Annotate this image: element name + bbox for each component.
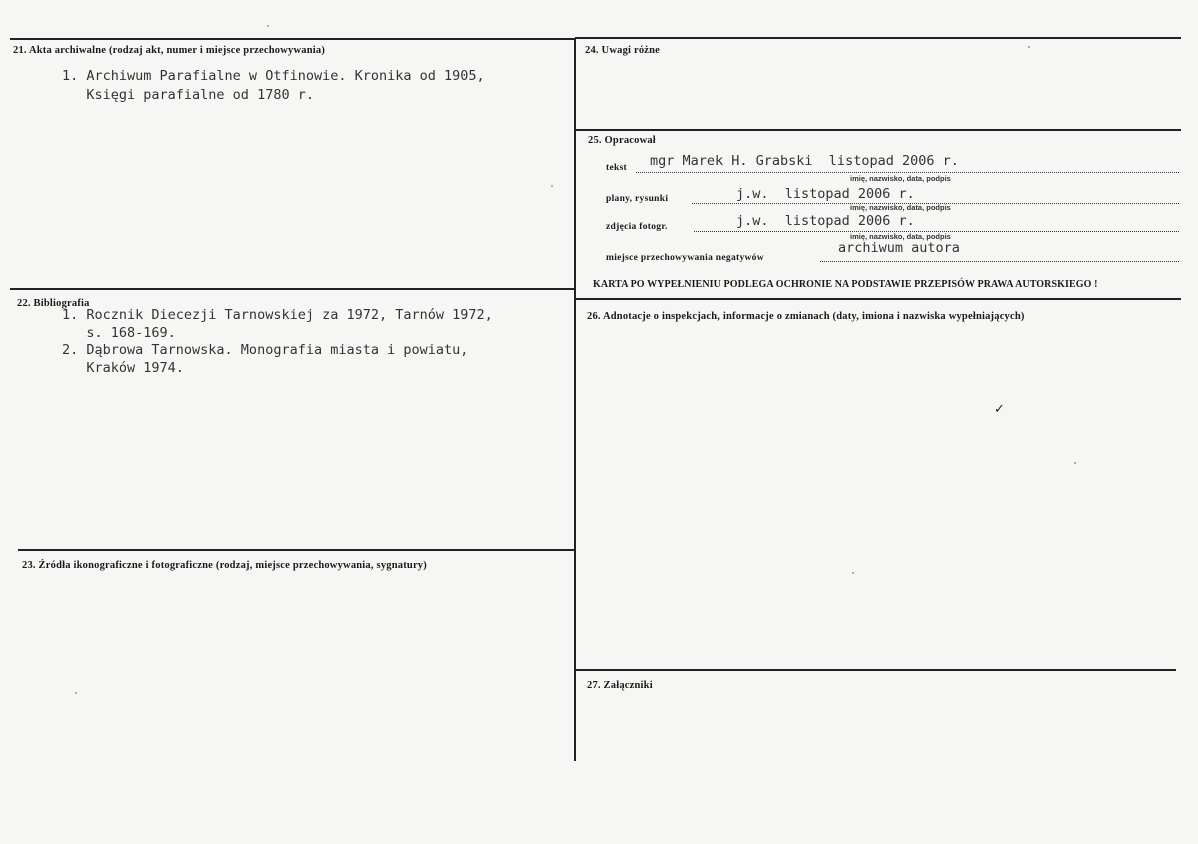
rule-24-25 xyxy=(575,129,1181,131)
paper-speck xyxy=(267,25,269,27)
center-divider xyxy=(574,38,576,761)
field-zdjecia-hint: imię, nazwisko, data, podpis xyxy=(850,232,951,241)
rule-22-23 xyxy=(18,549,575,551)
rule-25-26 xyxy=(575,298,1181,300)
rule-21-22 xyxy=(10,288,575,290)
field-zdjecia-value: j.w. listopad 2006 r. xyxy=(736,213,915,229)
section-26-label: 26. Adnotacje o inspekcjach, informacje o zmianach (daty, imiona i nazwiska wypełniających) xyxy=(587,311,1025,322)
field-negatywy-value: archiwum autora xyxy=(838,240,960,256)
rule-26-27 xyxy=(575,669,1176,671)
section-24-label: 24. Uwagi różne xyxy=(585,45,661,56)
field-tekst-dotted-line xyxy=(636,172,1179,173)
paper-speck xyxy=(1074,462,1076,464)
section-21-line-2: Księgi parafialne od 1780 r. xyxy=(62,87,314,103)
section-22-line-2: s. 168-169. xyxy=(62,325,176,341)
field-negatywy-label: miejsce przechowywania negatywów xyxy=(606,253,764,263)
top-rule-right xyxy=(575,37,1181,39)
field-tekst-hint: imię, nazwisko, data, podpis xyxy=(850,174,951,183)
field-plany-label: plany, rysunki xyxy=(606,194,669,204)
top-rule-left xyxy=(10,38,575,40)
field-plany-value: j.w. listopad 2006 r. xyxy=(736,186,915,202)
copyright-notice: KARTA PO WYPEŁNIENIU PODLEGA OCHRONIE NA PODSTAWIE PRZEPISÓW PRAWA AUTORSKIEGO ! xyxy=(593,279,1098,290)
section-22-line-4: Kraków 1974. xyxy=(62,360,184,376)
field-plany-hint: imię, nazwisko, data, podpis xyxy=(850,203,951,212)
section-22-line-3: 2. Dąbrowa Tarnowska. Monografia miasta i powiatu, xyxy=(62,342,469,358)
paper-speck xyxy=(852,572,854,574)
paper-speck xyxy=(1028,46,1030,48)
field-tekst-value: mgr Marek H. Grabski listopad 2006 r. xyxy=(650,153,959,169)
paper-speck xyxy=(551,185,553,187)
section-21-line-1: 1. Archiwum Parafialne w Otfinowie. Kronika od 1905, xyxy=(62,68,485,84)
section-23-label: 23. Źródła ikonograficzne i fotograficzne (rodzaj, miejsce przechowywania, sygnatury) xyxy=(22,560,427,571)
section-22-label: 22. Bibliografia xyxy=(17,298,90,309)
field-negatywy-dotted-line xyxy=(820,261,1179,262)
section-21-label: 21. Akta archiwalne (rodzaj akt, numer i miejsce przechowywania) xyxy=(13,45,326,56)
pen-mark: ✓ xyxy=(994,402,1005,417)
section-22-line-1: 1. Rocznik Diecezji Tarnowskiej za 1972, Tarnów 1972, xyxy=(62,307,493,323)
field-tekst-label: tekst xyxy=(606,163,628,173)
section-27-label: 27. Załączniki xyxy=(587,680,653,691)
paper-speck xyxy=(75,692,77,694)
section-25-label: 25. Opracował xyxy=(588,135,656,146)
field-zdjecia-label: zdjęcia fotogr. xyxy=(606,222,668,232)
